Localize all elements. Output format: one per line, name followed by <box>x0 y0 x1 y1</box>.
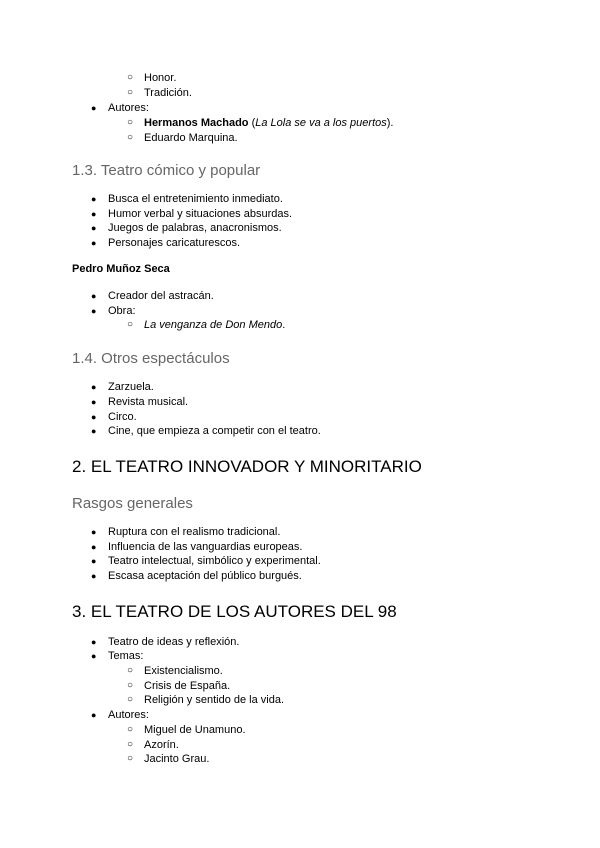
list-item: Temas: <box>108 650 144 662</box>
list-bullet: ● <box>91 556 97 566</box>
list-item: Autores: <box>108 102 149 114</box>
list-bullet: ● <box>91 571 97 581</box>
list-item: Escasa aceptación del público burgués. <box>108 570 302 582</box>
list-circle: ○ <box>127 72 134 83</box>
paren-open: ( <box>248 117 256 129</box>
list-bullet: ● <box>91 426 97 436</box>
list-item: Personajes caricaturescos. <box>108 237 241 249</box>
list-item: Cine, que empieza a competir con el teatro. <box>108 425 321 437</box>
list-item <box>144 318 285 332</box>
list-item: Miguel de Unamuno. <box>144 724 246 736</box>
list-item: Teatro intelectual, simbólico y experimental. <box>108 555 321 567</box>
list-bullet: ● <box>91 637 97 647</box>
chapter-heading: 2. EL TEATRO INNOVADOR Y MINORITARIO <box>72 457 422 476</box>
chapter-heading: 3. EL TEATRO DE LOS AUTORES DEL 98 <box>72 602 397 621</box>
list-bullet: ● <box>91 710 97 720</box>
list-item: Religión y sentido de la vida. <box>144 694 285 706</box>
list-bullet: ● <box>91 651 97 661</box>
list-item: Obra: <box>108 305 136 317</box>
list-item: Juegos de palabras, anacronismos. <box>108 222 282 234</box>
list-bullet: ● <box>91 397 97 407</box>
list-circle: ○ <box>127 724 134 735</box>
list-circle: ○ <box>127 753 134 764</box>
list-item: Ruptura con el realismo tradicional. <box>108 526 281 538</box>
list-bullet: ● <box>91 412 97 422</box>
list-item: Eduardo Marquina. <box>144 132 238 144</box>
list-bullet: ● <box>91 238 97 248</box>
list-bullet: ● <box>91 382 97 392</box>
period: . <box>282 319 286 331</box>
list-circle: ○ <box>127 694 134 705</box>
list-circle: ○ <box>127 680 134 691</box>
list-item: Humor verbal y situaciones absurdas. <box>108 208 293 220</box>
list-item: Azorín. <box>144 739 179 751</box>
list-item: Creador del astracán. <box>108 290 214 302</box>
list-item: Tradición. <box>144 87 192 99</box>
list-item: Jacinto Grau. <box>144 753 210 765</box>
work-title: La venganza de Don Mendo <box>144 319 283 331</box>
author-name: Hermanos Machado <box>144 117 249 129</box>
list-bullet: ● <box>91 194 97 204</box>
list-bullet: ● <box>91 542 97 552</box>
list-circle: ○ <box>127 87 134 98</box>
list-circle: ○ <box>127 117 134 128</box>
list-item: Busca el entretenimiento inmediato. <box>108 193 283 205</box>
section-heading: 1.4. Otros espectáculos <box>72 350 230 367</box>
list-bullet: ● <box>91 291 97 301</box>
list-item: Existencialismo. <box>144 665 223 677</box>
author-title: Pedro Muñoz Seca <box>72 263 170 275</box>
list-circle: ○ <box>127 665 134 676</box>
list-item: Autores: <box>108 709 149 721</box>
list-item <box>144 116 393 130</box>
list-bullet: ● <box>91 103 97 113</box>
list-item: Influencia de las vanguardias europeas. <box>108 541 303 553</box>
list-item: Honor. <box>144 72 177 84</box>
list-circle: ○ <box>127 132 134 143</box>
list-circle: ○ <box>127 319 134 330</box>
list-bullet: ● <box>91 306 97 316</box>
list-item: Crisis de España. <box>144 680 231 692</box>
list-item: Teatro de ideas y reflexión. <box>108 636 240 648</box>
work-title: La Lola se va a los puertos <box>255 117 387 129</box>
section-heading: Rasgos generales <box>72 495 193 512</box>
list-item: Revista musical. <box>108 396 189 408</box>
list-bullet: ● <box>91 209 97 219</box>
list-bullet: ● <box>91 527 97 537</box>
list-circle: ○ <box>127 739 134 750</box>
section-heading: 1.3. Teatro cómico y popular <box>72 162 261 179</box>
list-item: Circo. <box>108 411 137 423</box>
paren-close: ). <box>386 117 394 129</box>
list-item: Zarzuela. <box>108 381 154 393</box>
list-bullet: ● <box>91 223 97 233</box>
